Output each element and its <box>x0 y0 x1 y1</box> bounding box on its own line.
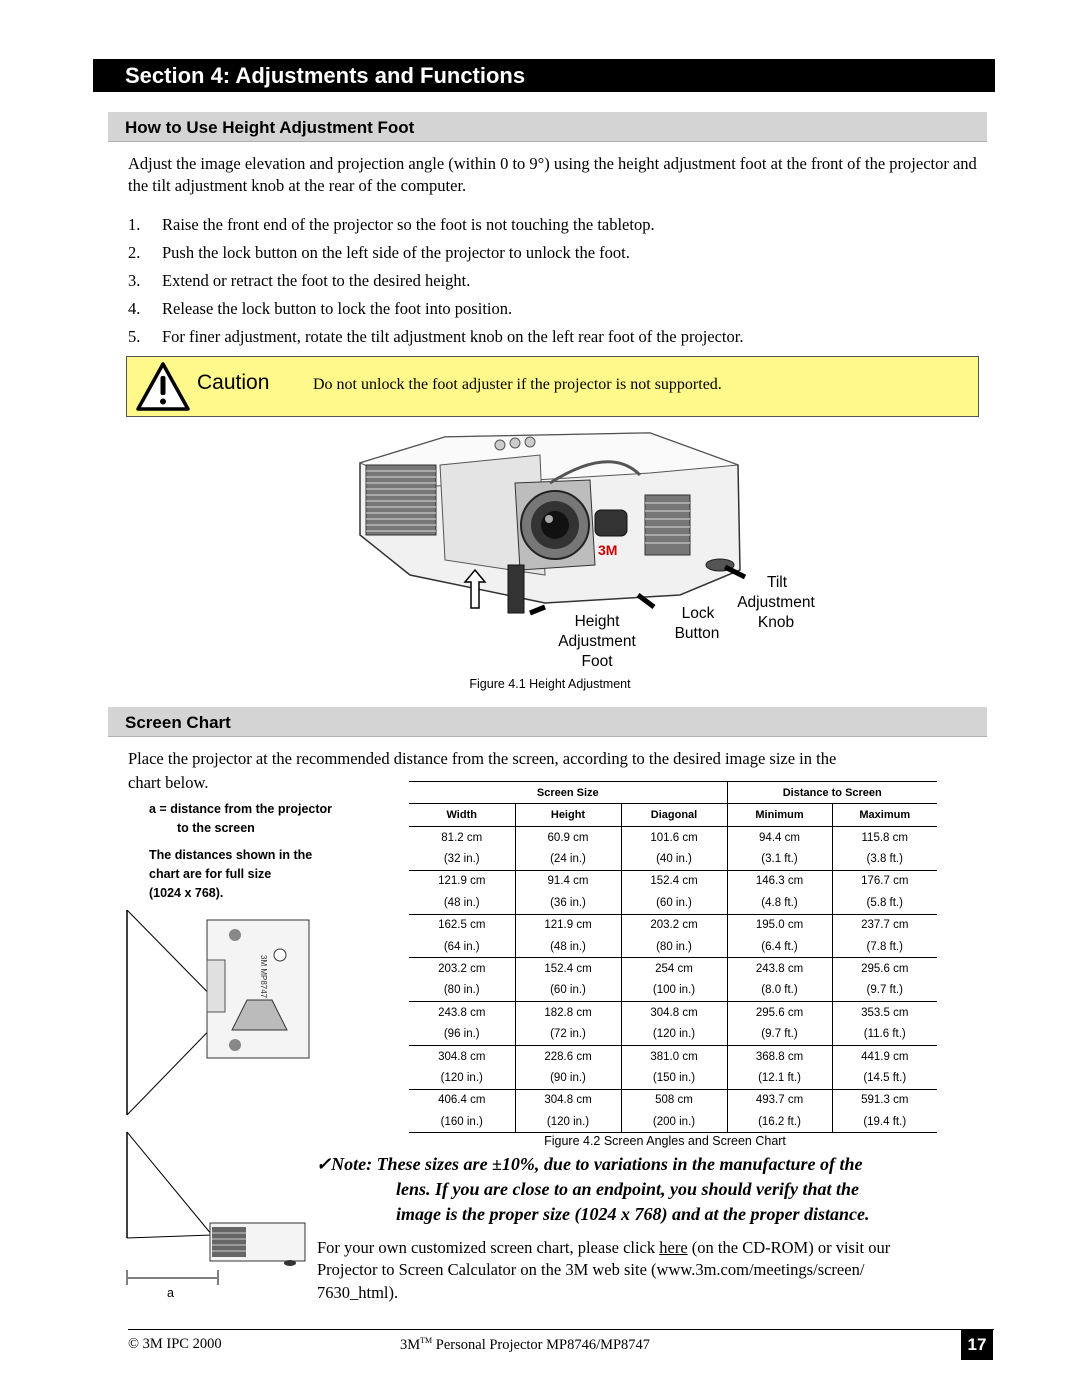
distance-a-label: a <box>167 1286 174 1300</box>
table-cell: (6.4 ft.) <box>727 936 832 958</box>
table-cell: (72 in.) <box>515 1024 621 1046</box>
table-cell: 121.9 cm <box>409 870 515 892</box>
table-cell: (11.6 ft.) <box>863 1028 906 1041</box>
diagram-brand: 3M MP8747 <box>259 955 268 999</box>
table-cell: 493.7 cm <box>727 1089 832 1111</box>
table-cell: (80 in.) <box>409 980 515 1002</box>
table-cell: (64 in.) <box>409 936 515 958</box>
height-foot-steps <box>128 214 988 354</box>
custom-chart-line-2: Projector to Screen Calculator on the 3M web site (www.3m.com/meetings/screen/ <box>317 1260 865 1279</box>
table-cell: (120 in.) <box>621 1024 727 1046</box>
table-row <box>409 1024 937 1046</box>
table-cell: (150 in.) <box>621 1067 727 1089</box>
col-minimum: Minimum <box>727 804 832 827</box>
table-cell: 182.8 cm <box>515 1002 621 1024</box>
side-note-b-3: (1024 x 768). <box>149 886 224 900</box>
custom-chart-line-3: 7630_html). <box>317 1283 399 1302</box>
figure-4-2-caption: Figure 4.2 Screen Angles and Screen Chart <box>544 1134 786 1148</box>
table-cell: 121.9 cm <box>515 914 621 936</box>
table-cell: (3.8 ft.) <box>866 853 903 866</box>
table-row <box>409 848 937 870</box>
table-cell: (14.5 ft.) <box>863 1071 907 1084</box>
table-row <box>409 870 937 892</box>
side-note-b-2: chart are for full size <box>149 867 272 881</box>
up-arrow-icon <box>463 568 487 610</box>
note-line-2: lens. If you are close to an endpoint, you should verify that the <box>396 1179 860 1199</box>
table-cell: 304.8 cm <box>409 1045 515 1067</box>
height-label-3: Foot <box>581 653 613 670</box>
note-line-3: image is the proper size (1024 x 768) and at the proper distance. <box>396 1204 870 1224</box>
footer-rule <box>128 1329 994 1330</box>
tilt-label-3: Knob <box>757 614 795 631</box>
table-cell: 381.0 cm <box>621 1045 727 1067</box>
table-cell: 228.6 cm <box>515 1045 621 1067</box>
side-note-b-1: The distances shown in the <box>149 848 313 862</box>
table-cell: 152.4 cm <box>515 958 621 980</box>
table-cell: 146.3 cm <box>727 870 832 892</box>
table-cell: (60 in.) <box>621 892 727 914</box>
table-cell: (120 in.) <box>409 1067 515 1089</box>
caution-text: Do not unlock the foot adjuster if the projector is not supported. <box>313 376 722 393</box>
table-row <box>409 1067 937 1089</box>
lock-label-2: Button <box>674 625 720 642</box>
step-item: 1. Raise the front end of the projector so the foot is not touching the tabletop. <box>128 215 655 234</box>
height-foot-heading: How to Use Height Adjustment Foot <box>108 112 987 142</box>
screen-size-header: Screen Size <box>409 782 727 804</box>
table-cell: (9.7 ft.) <box>727 1024 832 1046</box>
table-cell: 115.8 cm <box>861 831 908 844</box>
table-cell: (100 in.) <box>621 980 727 1002</box>
footer-product: 3M™ Personal Projector MP8746/MP8747 <box>400 1336 651 1353</box>
page-number: 17 <box>961 1330 993 1360</box>
col-diagonal: Diagonal <box>621 804 727 827</box>
table-cell: 441.9 cm <box>861 1050 909 1063</box>
caution-box <box>126 356 979 417</box>
table-cell: 295.6 cm <box>727 1002 832 1024</box>
warning-icon <box>135 361 191 413</box>
table-cell: (24 in.) <box>515 848 621 870</box>
side-note-a-2: to the screen <box>177 821 255 835</box>
table-row <box>409 1002 937 1024</box>
callout-arrows <box>520 555 770 625</box>
screen-chart-table <box>409 781 937 1133</box>
custom-chart-line-1: For your own customized screen chart, please click here (on the CD-ROM) or visit our <box>317 1238 891 1257</box>
table-cell: 254 cm <box>621 958 727 980</box>
section-title: Section 4: Adjustments and Functions <box>93 59 995 92</box>
table-cell: 368.8 cm <box>727 1045 832 1067</box>
table-row <box>409 914 937 936</box>
table-cell: 203.2 cm <box>409 958 515 980</box>
height-label-2: Adjustment <box>558 633 636 650</box>
table-row <box>409 892 937 914</box>
screen-chart-intro-2: chart below. <box>128 773 209 792</box>
height-foot-intro: Adjust the image elevation and projection angle (within 0 to 9°) using the height adjustment foot at the front of the projector and the tilt adjustment knob at the rear of the computer. <box>128 154 977 195</box>
table-cell: (7.8 ft.) <box>866 940 903 953</box>
table-cell: 353.5 cm <box>861 1006 909 1019</box>
table-cell: (80 in.) <box>621 936 727 958</box>
table-cell: 237.7 cm <box>861 919 909 932</box>
step-item: 4. Release the lock button to lock the foot into position. <box>128 299 513 318</box>
table-cell: 94.4 cm <box>727 827 832 849</box>
table-cell: (96 in.) <box>409 1024 515 1046</box>
table-cell: (160 in.) <box>409 1111 515 1133</box>
table-cell: 152.4 cm <box>621 870 727 892</box>
table-cell: (8.0 ft.) <box>727 980 832 1002</box>
table-cell: (5.8 ft.) <box>866 896 903 909</box>
footer-copyright: © 3M IPC 2000 <box>128 1336 222 1352</box>
table-cell: 508 cm <box>621 1089 727 1111</box>
table-row <box>409 1089 937 1111</box>
side-note-a-1: a = distance from the projector <box>149 802 333 816</box>
table-cell: 81.2 cm <box>409 827 515 849</box>
step-item: 3. Extend or retract the foot to the desired height. <box>128 271 471 290</box>
table-cell: (9.7 ft.) <box>866 984 903 997</box>
table-cell: 304.8 cm <box>621 1002 727 1024</box>
note-line-1: ✓Note: These sizes are ±10%, due to variations in the manufacture of the <box>316 1154 863 1174</box>
table-cell: (90 in.) <box>515 1067 621 1089</box>
table-cell: 203.2 cm <box>621 914 727 936</box>
figure-4-1-caption: Figure 4.1 Height Adjustment <box>469 677 631 691</box>
table-cell: 406.4 cm <box>409 1089 515 1111</box>
table-cell: 295.6 cm <box>861 963 909 976</box>
table-cell: 91.4 cm <box>515 870 621 892</box>
tilt-label-1: Tilt <box>766 574 788 591</box>
table-cell: (60 in.) <box>515 980 621 1002</box>
table-cell: (12.1 ft.) <box>727 1067 832 1089</box>
table-cell: (40 in.) <box>621 848 727 870</box>
table-cell: (200 in.) <box>621 1111 727 1133</box>
table-cell: (48 in.) <box>515 936 621 958</box>
step-item: 2. Push the lock button on the left side of the projector to unlock the foot. <box>128 243 630 262</box>
table-cell: (36 in.) <box>515 892 621 914</box>
caution-label: Caution <box>197 371 270 394</box>
table-cell: 176.7 cm <box>861 875 909 888</box>
table-row <box>409 958 937 980</box>
table-cell: 243.8 cm <box>727 958 832 980</box>
table-cell: (16.2 ft.) <box>727 1111 832 1133</box>
screen-chart-heading: Screen Chart <box>108 707 987 737</box>
table-cell: (120 in.) <box>515 1111 621 1133</box>
step-item: 5. For finer adjustment, rotate the tilt adjustment knob on the left rear foot of the projector. <box>128 327 744 346</box>
screen-chart-intro-1: Place the projector at the recommended distance from the screen, according to the desired image size in the <box>128 749 837 768</box>
table-cell: (3.1 ft.) <box>727 848 832 870</box>
table-cell: 101.6 cm <box>621 827 727 849</box>
table-cell: 591.3 cm <box>861 1094 909 1107</box>
table-row <box>409 1045 937 1067</box>
table-cell: 243.8 cm <box>409 1002 515 1024</box>
col-maximum: Maximum <box>859 809 911 821</box>
table-row <box>409 936 937 958</box>
col-width: Width <box>409 804 515 827</box>
table-cell: 195.0 cm <box>727 914 832 936</box>
tilt-label-2: Adjustment <box>737 594 815 611</box>
table-cell: (32 in.) <box>409 848 515 870</box>
projection-diagram <box>122 905 322 1295</box>
distance-header: Distance to Screen <box>782 786 882 799</box>
height-label-1: Height <box>574 613 620 630</box>
table-cell: 162.5 cm <box>409 914 515 936</box>
table-cell: (48 in.) <box>409 892 515 914</box>
brand-logo: 3M <box>598 542 618 558</box>
col-height: Height <box>515 804 621 827</box>
table-cell: (19.4 ft.) <box>863 1115 907 1128</box>
table-row <box>409 827 937 849</box>
table-cell: 304.8 cm <box>515 1089 621 1111</box>
table-cell: (4.8 ft.) <box>727 892 832 914</box>
table-cell: 60.9 cm <box>515 827 621 849</box>
here-link[interactable]: here <box>659 1238 688 1257</box>
table-row <box>409 1111 937 1133</box>
table-row <box>409 980 937 1002</box>
lock-label-1: Lock <box>681 605 715 622</box>
